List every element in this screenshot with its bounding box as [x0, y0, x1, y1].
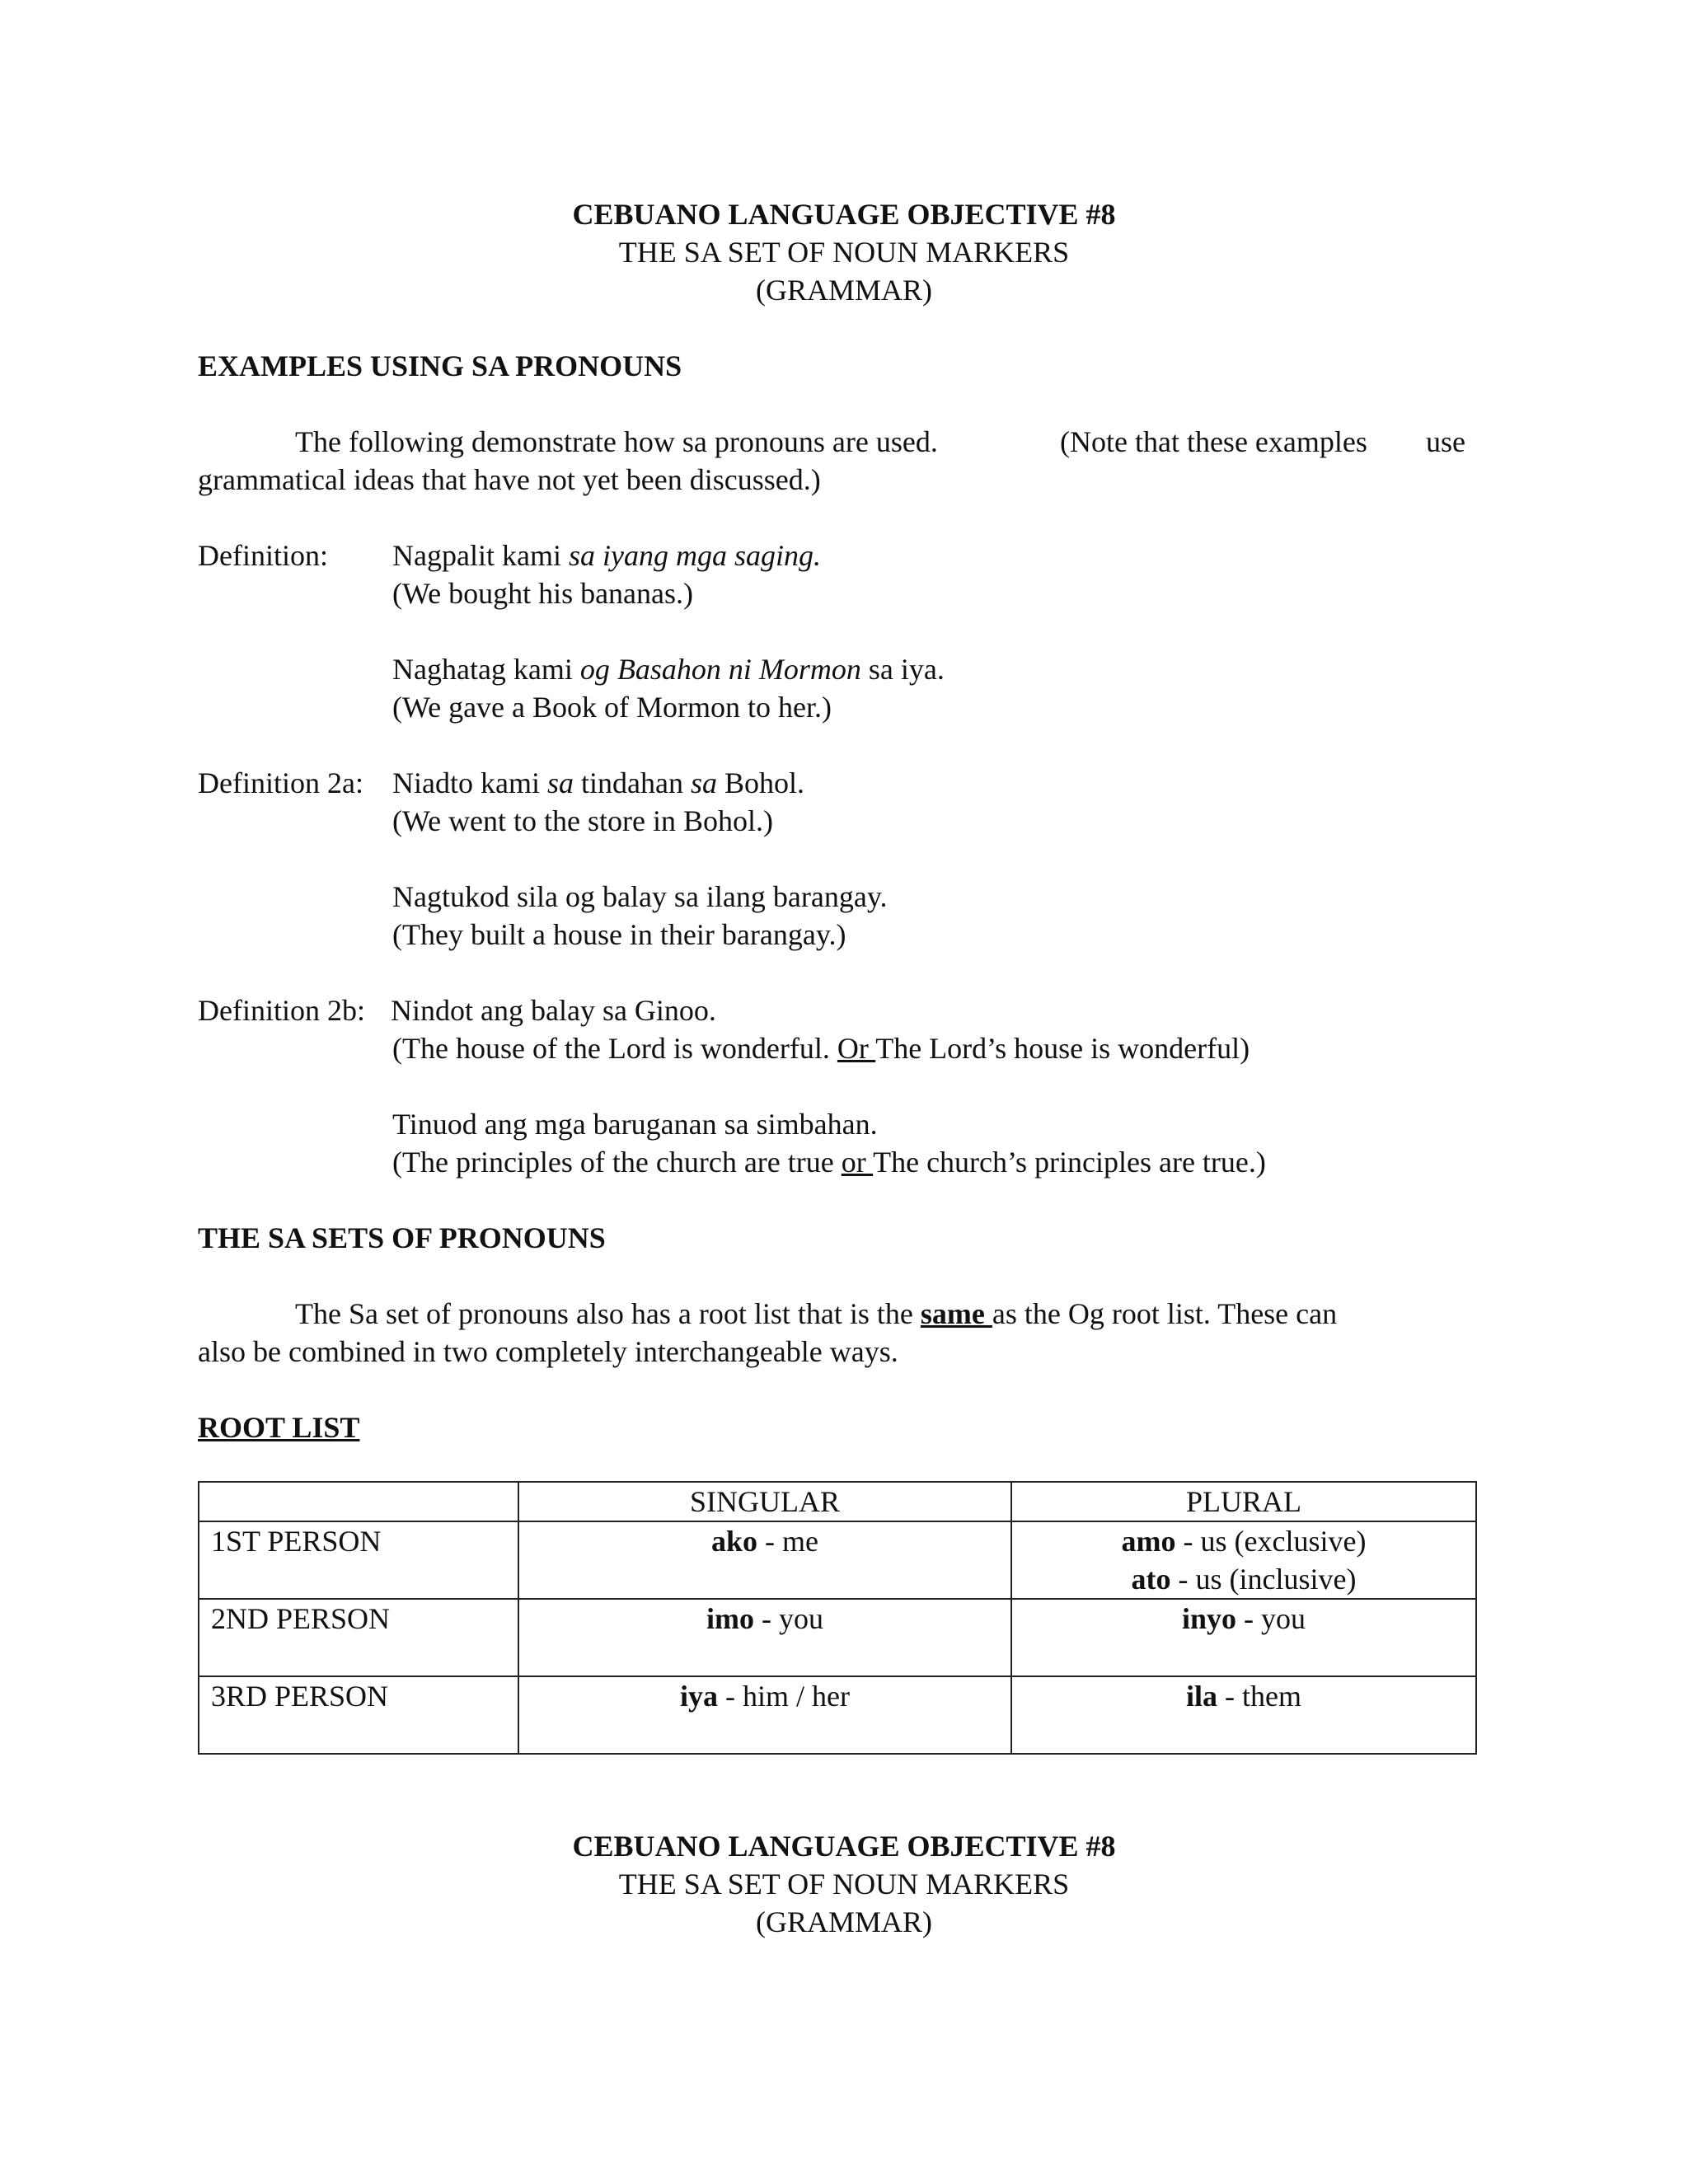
or-underlined: Or — [837, 1032, 876, 1065]
pronoun-word: amo — [1121, 1525, 1176, 1558]
translation-text: (The house of the Lord is wonderful. — [392, 1032, 837, 1065]
table-row — [199, 1599, 1476, 1676]
paragraph-text: The Sa set of pronouns also has a root list that is the — [295, 1297, 921, 1330]
paragraph-text: as the Og root list. These can — [992, 1297, 1338, 1330]
translation-text: The Lord’s house is wonderful) — [875, 1032, 1250, 1065]
page-category: (GRAMMAR) — [755, 274, 932, 307]
examples-heading: EXAMPLES USING SA PRONOUNS — [198, 349, 682, 382]
example-plain: Nagpalit kami — [392, 539, 569, 572]
intro-text-b: (Note that these examples — [1060, 425, 1367, 458]
translation-text: (The principles of the church are true — [392, 1146, 842, 1179]
plural-cell — [1011, 1599, 1476, 1676]
person-cell: 1ST PERSON — [199, 1521, 518, 1599]
sets-paragraph-line2: also be combined in two completely interchangeable ways. — [198, 1335, 898, 1368]
same-emphasis: same — [920, 1297, 992, 1330]
example-italic: sa — [546, 766, 574, 799]
pronoun-meaning: - us (exclusive) — [1175, 1525, 1367, 1558]
pronoun-word: ila — [1186, 1680, 1218, 1713]
root-list-table — [198, 1481, 1477, 1755]
singular-cell — [518, 1521, 1011, 1599]
definition-label: Definition 2a: — [198, 766, 363, 799]
column-header: PLURAL — [1011, 1482, 1476, 1521]
pronoun-meaning: - you — [754, 1602, 823, 1635]
table-row — [199, 1676, 1476, 1754]
example-italic: sa — [690, 766, 717, 799]
intro-text-c: use — [1426, 425, 1465, 458]
person-cell: 3RD PERSON — [199, 1676, 518, 1754]
example-sentence — [392, 537, 821, 574]
or-underlined: or — [841, 1146, 874, 1179]
example-translation: (We went to the store in Bohol.) — [392, 804, 774, 837]
pronoun-meaning: - them — [1217, 1680, 1301, 1713]
singular-cell — [518, 1599, 1011, 1676]
footer-title: CEBUANO LANGUAGE OBJECTIVE #8 — [572, 1830, 1116, 1863]
translation-text: The church’s principles are true.) — [873, 1146, 1266, 1179]
plural-entry — [1012, 1560, 1475, 1598]
pronoun-meaning: - me — [757, 1525, 818, 1558]
example-plain: Naghatag kami — [392, 653, 580, 686]
table-row — [199, 1521, 1476, 1599]
pronoun-word: iya — [680, 1680, 719, 1713]
table-header-row — [199, 1482, 1476, 1521]
example-plain: Bohol. — [716, 766, 804, 799]
pronoun-word: imo — [706, 1602, 754, 1635]
example-plain: Niadto kami — [392, 766, 547, 799]
plural-entry — [1012, 1522, 1475, 1560]
page-title: CEBUANO LANGUAGE OBJECTIVE #8 — [572, 198, 1116, 231]
pronoun-word: ako — [711, 1525, 758, 1558]
root-list-heading: ROOT LIST — [198, 1411, 360, 1444]
example-translation — [392, 1029, 1250, 1067]
example-sentence: Nindot ang balay sa Ginoo. — [391, 994, 716, 1027]
singular-cell — [518, 1676, 1011, 1754]
sets-paragraph-line1 — [295, 1295, 1337, 1333]
column-header — [199, 1482, 518, 1521]
example-plain: tindahan — [573, 766, 691, 799]
example-translation: (We gave a Book of Mormon to her.) — [392, 691, 832, 724]
page-subtitle: THE SA SET OF NOUN MARKERS — [618, 236, 1070, 269]
example-translation: (They built a house in their barangay.) — [392, 918, 846, 951]
definition-label: Definition 2b: — [198, 994, 365, 1027]
footer-category: (GRAMMAR) — [755, 1905, 932, 1938]
intro-text-line2: grammatical ideas that have not yet been discussed.) — [198, 463, 821, 496]
example-sentence — [392, 764, 804, 802]
example-translation: (We bought his bananas.) — [392, 577, 694, 610]
example-sentence: Tinuod ang mga baruganan sa simbahan. — [392, 1108, 878, 1141]
example-italic: sa iyang mga saging. — [568, 539, 821, 572]
pronoun-meaning: - him / her — [718, 1680, 850, 1713]
plural-cell — [1011, 1521, 1476, 1599]
sets-heading: THE SA SETS OF PRONOUNS — [198, 1221, 606, 1254]
footer-subtitle: THE SA SET OF NOUN MARKERS — [618, 1868, 1070, 1900]
example-sentence — [392, 650, 945, 688]
pronoun-meaning: - us (inclusive) — [1170, 1563, 1357, 1596]
example-plain: sa iya. — [860, 653, 945, 686]
person-cell: 2ND PERSON — [199, 1599, 518, 1676]
example-sentence: Nagtukod sila og balay sa ilang barangay. — [392, 880, 888, 913]
pronoun-word: inyo — [1181, 1602, 1237, 1635]
example-italic: og Basahon ni Mormon — [579, 653, 861, 686]
definition-label: Definition: — [198, 539, 328, 572]
plural-cell — [1011, 1676, 1476, 1754]
column-header: SINGULAR — [518, 1482, 1011, 1521]
intro-text-a: The following demonstrate how sa pronouns are used. — [295, 425, 938, 458]
pronoun-meaning: - you — [1236, 1602, 1306, 1635]
pronoun-word: ato — [1131, 1563, 1171, 1596]
example-translation — [392, 1143, 1266, 1181]
